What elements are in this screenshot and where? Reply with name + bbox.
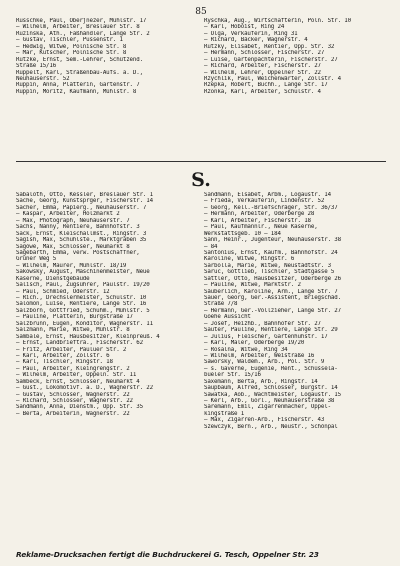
- lower-left-column: [16, 192, 198, 552]
- directory-entry: — Hermann, Arbeiter, Oderberge 28: [204, 211, 315, 218]
- directory-entry: Sandmann, Elsabet, Arbm., Logaustr. 14: [204, 192, 331, 198]
- section-letter-heading: S.: [191, 169, 211, 191]
- directory-entry: — Rich., Drechslermeister, Schulstr. 10: [16, 295, 147, 301]
- directory-entry: Neuhäuserstr. 52: [16, 75, 70, 82]
- directory-entry: Sambale, Ernst, Hausbesitzer, Kleinpreuß. 4: [16, 333, 160, 340]
- directory-entry: Straße 7/8: [204, 301, 238, 308]
- directory-entry: — Fritz, Arbeiter, Pauluer Str. 2: [16, 346, 127, 353]
- section-divider: [16, 161, 386, 162]
- directory-entry: — Hermann, Schlosser, Fischerstr. 27: [204, 50, 325, 57]
- directory-entry: Sagowe, Max, Schlosser, Neumarkt 8: [16, 243, 130, 250]
- directory-entry: — Julius, Fleischer, Gartenhuhstr. 17: [204, 333, 328, 340]
- directory-entry: — Luise, Gartenpächterin, Fischerstr. 27: [204, 56, 338, 63]
- directory-entry: — Karl, Tischler, Ringstr. 18: [16, 359, 113, 366]
- directory-entry: — Wilhelm, Lehrer, Oppelner Str. 22: [204, 69, 321, 76]
- directory-entry: — Ernst, Landbriefträ., Fischerstr. 62: [16, 340, 143, 347]
- directory-entry: Sarbolla, Marie, Witwe, Neustädtstr. 3: [204, 262, 331, 269]
- directory-entry: — Pauline, Plätterin, Burgstraße 17: [16, 314, 133, 321]
- directory-entry: Salzbrunn, Eugen, Konditor, Wagnerstr. 11: [16, 320, 153, 327]
- directory-entry: Sawatka, Aob., Wachtmeister, Logaustr. 15: [204, 391, 341, 398]
- directory-entry: Salisch, Paul, Zugsührer, Paulstr. 19/20: [16, 282, 150, 289]
- directory-entry: Ruppelt, Karl, Straßenbau-Aufs. a. D.,: [16, 69, 143, 76]
- directory-entry: — Wilhelm, Arbeiter, Weistraße 16: [204, 352, 315, 359]
- directory-entry: — Kaspar, Arbeiter, Holzmarkt 2: [16, 211, 120, 218]
- directory-entry: — Wilhelm, Arbeiter, Oppeln. Str. 11: [16, 372, 137, 379]
- directory-entry: Ryschka, Aug., Wirtschafterin, Poln. Str. 10: [204, 18, 351, 24]
- directory-entry: Ruzinska, Ath., Faßhändler, Lange Str. 2: [16, 30, 150, 37]
- directory-entry: Saworsky, Waldem., Arb., Pol. Str. 9: [204, 359, 325, 366]
- directory-entry: — Richard, Bäcker, Wagnerstr. 4: [204, 37, 308, 44]
- directory-entry: — Wilhelm, Arbeiter, Breslauer Str. 8: [16, 24, 140, 31]
- directory-entry: Sandmann, Anna, Dienstm., Opp. Str. 35: [16, 404, 143, 411]
- directory-entry: — Gustav, Tischler, Pussenstr. 1: [16, 37, 123, 44]
- directory-entry: — Max, Photograph, Neuhäuserstr. 7: [16, 217, 130, 224]
- directory-entry: Sack, Ernst, Kleischallmst., Ringstr. 3: [16, 230, 147, 237]
- directory-entry: Rzonka, Karl, Arbeiter, Schulstr. 4: [204, 88, 321, 95]
- directory-entry: Salzborn, Gottfried, Schuhm., Mühlstr. 5: [16, 307, 150, 314]
- directory-entry: Kaserne, Dienstgebäude: [16, 275, 90, 282]
- directory-entry: — Max, Zigarren-Arb., Fischerstr. 43: [204, 417, 325, 424]
- directory-entry: Sachs, Nanny, Rentiere, Bahnhofstr. 3: [16, 224, 140, 231]
- directory-entry: — s. Gaverne, Eugenie, Rent., Schüssela-: [204, 365, 338, 372]
- directory-entry: — Olga, Verkäuferin, Ring 31: [204, 30, 298, 37]
- directory-entry: Sache, Georg, Kunstsprger, Fischerstr. 14: [16, 198, 153, 205]
- directory-entry: — Wilhelm, Maurer, Mühlstr. 18/19: [16, 262, 127, 269]
- directory-entry: — Gustav, Schlosser, Wagnerstr. 22: [16, 391, 130, 398]
- footer-advertisement: Reklame-Drucksachen fertigt die Buchdruckerei G. Tesch, Oppelner Str. 23: [16, 550, 319, 559]
- directory-entry: Sakowsky, August, Maschinenmeister, Neue: [16, 269, 150, 276]
- directory-entry: — Georg, Kell.-Briefschräger, Str. 36/37: [204, 204, 338, 211]
- lower-columns: [16, 192, 386, 552]
- directory-entry: Sagish, Max, Schuhlste., Marktgraben 35: [16, 237, 147, 244]
- directory-entry: Sabaloth, Otto, Kessler, Breslauer Str. 1: [16, 192, 153, 198]
- directory-entry: Salzmann, Marie, Witwe, Mühlstr. 8: [16, 327, 130, 334]
- directory-entry: Sauter, Pauline, Rentiere, Lange Str. 29: [204, 327, 338, 334]
- directory-entry: — Kerl, Arb., Gorl., Neuhäuserstraße 38: [204, 398, 335, 404]
- directory-entry: Goehe Aussicht: [204, 314, 251, 321]
- directory-entry: Ruppin, Moritz, Kaufmann, Mühlstr. 8: [16, 88, 137, 95]
- directory-entry: Grüner Weg 5: [16, 256, 57, 263]
- directory-entry: — Mar, Kutscher, Polnische Str. 8: [16, 50, 127, 57]
- directory-entry: Sann, Heinr., Jugenteur, Neuhäuserstr. 38: [204, 237, 341, 244]
- directory-entry: — Frieda, Verkäuferin, Lindenstr. 52: [204, 198, 325, 205]
- directory-entry: — Karl, Arbeiter, Fischerstr. 18: [204, 217, 311, 224]
- directory-entry: — Paul, Arbeiter, Kleingrengstr. 2: [16, 365, 130, 372]
- directory-entry: Rutzke, Ernst, Sem.-Lehrer, Schützend.: [16, 56, 143, 63]
- directory-entry: bueler Str. 15/16: [204, 372, 261, 379]
- directory-entry: Ruppin, Anna, Plätterin, Gartenstr. 7: [16, 82, 140, 89]
- directory-entry: Szewczyk, Bern., Arb., Neustr., Schönpal: [204, 423, 338, 430]
- directory-entry: Karoline, Witwe, Ringstr. 6: [204, 256, 295, 263]
- directory-entry: — Gust., Lokomotivf. a. D., Wagnerstr. 22: [16, 385, 153, 392]
- upper-columns: [16, 18, 386, 160]
- directory-entry: Santonius, Ernst, Kaufm., Bahnhofstr. 24: [204, 249, 338, 256]
- lower-right-column: [204, 192, 386, 552]
- directory-entry: Rzychlik, Paul, Weichenwärter, Zollstr. 4: [204, 75, 341, 82]
- directory-entry: Rzepka, Robert, Buchh., Lange Str. 17: [204, 82, 328, 89]
- directory-entry: — Rosalna, Witwe, Ring 34: [204, 346, 288, 353]
- directory-entry: — Paul, Schmied, Oderstr. 12: [16, 288, 110, 295]
- directory-entry: — Pauline, Witwe, Marktstr. 2: [204, 282, 301, 289]
- directory-entry: Saremann, Emil, Zigarrenmacher, Oppel-: [204, 404, 331, 411]
- directory-entry: Straße 15/16: [16, 63, 57, 70]
- directory-entry: Salomon, Luise, Rentiere, Lange Str. 16: [16, 301, 147, 308]
- directory-entry: — Karl, Hoboist, Ring 24: [204, 24, 285, 31]
- directory-entry: Sattler, Otto, Hausbesitzer, Oderberge 26: [204, 275, 341, 282]
- upper-left-column: [16, 18, 198, 160]
- directory-entry: — 84: [204, 243, 218, 250]
- directory-entry: — Richard, Schlosser, Wagnerstr. 22: [16, 398, 133, 404]
- directory-entry: Rutzky, Elisabet, Rentier, Opp. Str. 32: [204, 43, 335, 50]
- directory-entry: — Paul, Kaufmannlr., Neue Kaserne,: [204, 224, 318, 231]
- page-number: 85: [195, 7, 207, 17]
- directory-entry: Sauer, Georg, Ger.-Assistent, Briegschäd.: [204, 295, 341, 301]
- directory-entry: Werkstattsgeb. 10 — 184: [204, 230, 281, 237]
- directory-entry: Sacher, Emma, Papierg., Neuhäuserstr. 7: [16, 204, 147, 211]
- directory-entry: Säuberlich, Karoline, Arm., Lange Str. 7: [204, 288, 338, 295]
- directory-entry: Saupbaum, Alfred, Schlosser, Burgstr. 14: [204, 385, 338, 392]
- upper-right-column: [204, 18, 386, 160]
- directory-entry: Saxemann, Berta, Arb., Ringstr. 14: [204, 378, 318, 385]
- directory-entry: Sägebarth, Emma, verw. Postschaffner,: [16, 249, 140, 256]
- directory-entry: — Hedwig, Witwe, Polnische Str. 8: [16, 43, 127, 50]
- directory-entry: — Richard, Arbeiter, Fischerstr. 27: [204, 63, 321, 70]
- directory-entry: Russchke, Paul, Oberjnezer, Mühlstr. 17: [16, 18, 147, 24]
- directory-entry: — Hermann, Ger.-Vollzieher, Lange Str. 27: [204, 307, 341, 314]
- directory-entry: Sambeck, Ernst, Schlosser, Neumarkt 4: [16, 378, 140, 385]
- directory-entry: — Berta, Arbeiterin, Wagnerstr. 22: [16, 410, 130, 417]
- directory-entry: Saruc, Gottlieb, Tischler, Stadtgasse 5: [204, 269, 335, 276]
- directory-entry: — Karl, Maler, Oderberge 19/20: [204, 340, 305, 347]
- directory-entry: — Josef, Heizhb., Bahnhofer Str. 27: [204, 320, 321, 327]
- directory-entry: — Karl, Arbeiter, Zollstr. 6: [16, 352, 110, 359]
- directory-entry: kingstraße 1: [204, 410, 245, 417]
